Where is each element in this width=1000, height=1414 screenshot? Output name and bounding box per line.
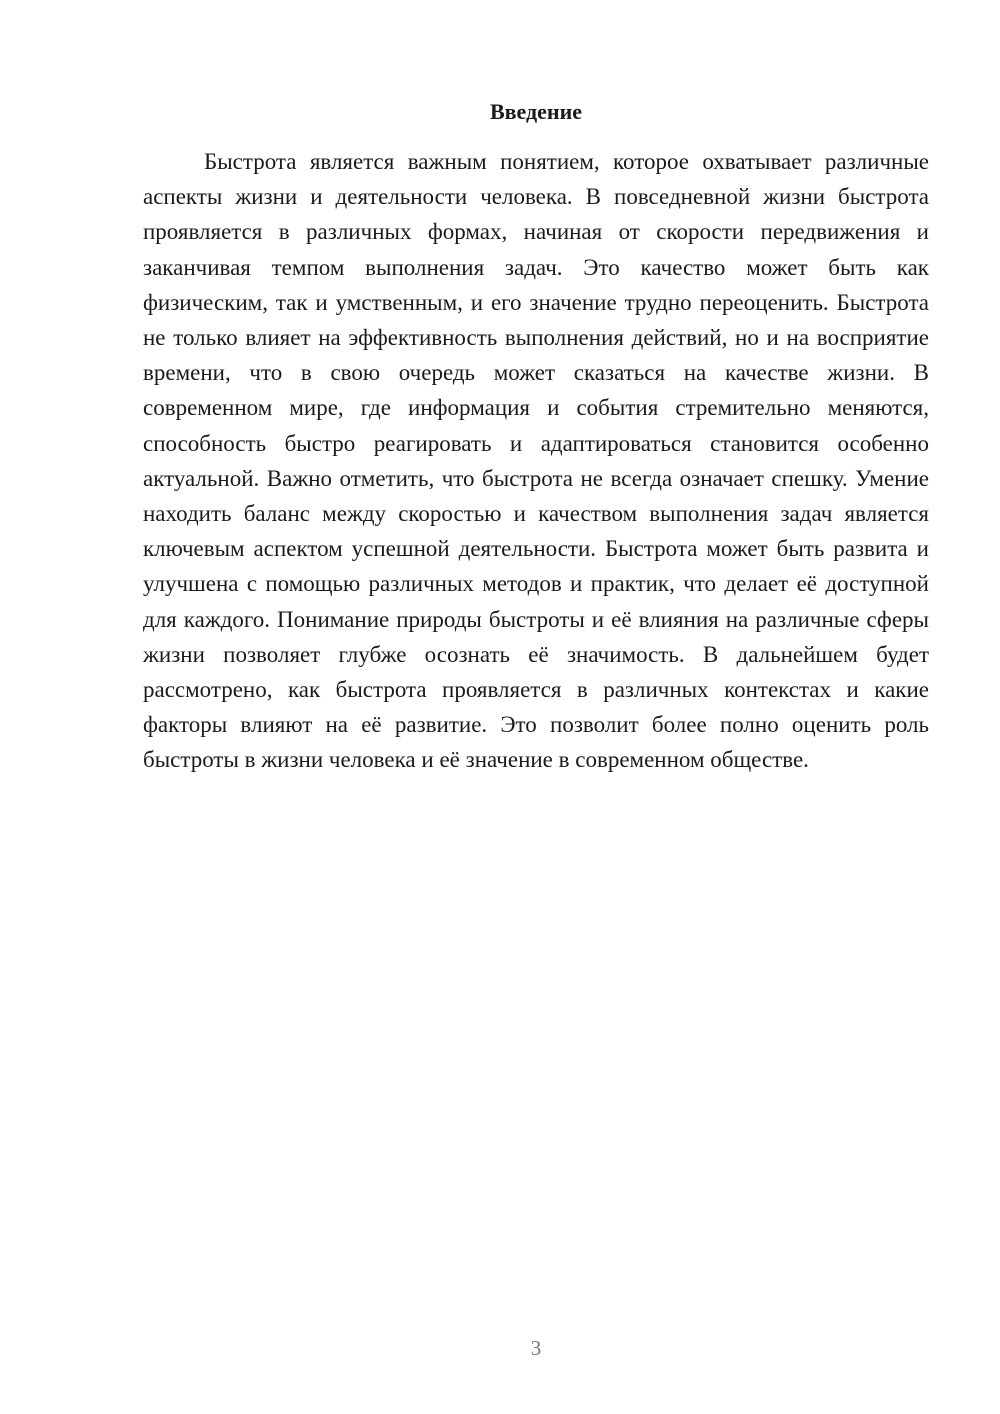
- page-number: 3: [530, 1336, 542, 1360]
- section-heading: Введение: [489, 99, 583, 124]
- body-paragraph: Быстрота является важным понятием, которое охватывает различные аспекты жизни и деятельности человека. В повседневной жизни быстрота проявляется в различных формах, начиная от скорости передвижения и заканчивая темпом выполнения задач. Это качество может быть как физическим, так и умственным, и его значение трудно переоценить. Быстрота не только влияет на эффективность выполнения действий, но и на восприятие времени, что в свою очередь может сказаться на качестве жизни. В современном мире, где информация и события стремительно меняются, способность быстро реагировать и адаптироваться становится особенно актуальной. Важно отметить, что быстрота не всегда означает спешку. Умение находить баланс между скоростью и качеством выполнения задач является ключевым аспектом успешной деятельности. Быстрота может быть развита и улучшена с помощью различных методов и практик, что делает её доступной для каждого. Понимание природы быстроты и её влияния на различные сферы жизни позволяет глубже осознать её значимость. В дальнейшем будет рассмотрено, как быстрота проявляется в различных контекстах и какие факторы влияют на её развитие. Это позволит более полно оценить роль быстроты в жизни человека и её значение в современном обществе.: [143, 149, 929, 773]
